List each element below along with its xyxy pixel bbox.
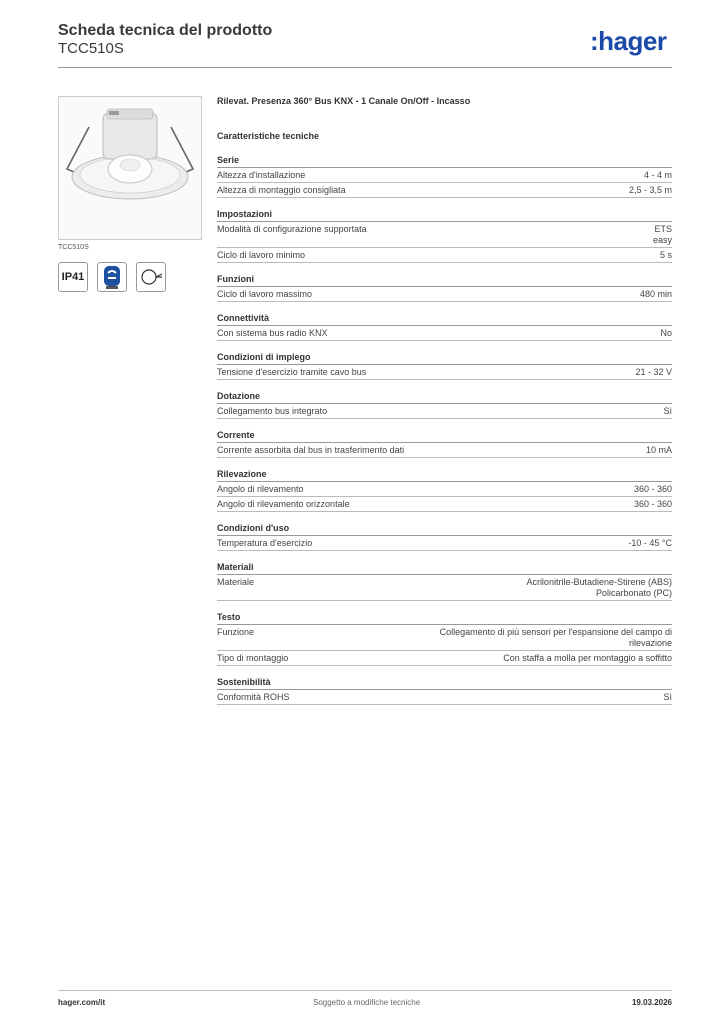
characteristics-title: Caratteristiche tecniche xyxy=(217,131,320,141)
spec-value: 480 min xyxy=(639,289,672,299)
spec-value: 360 - 360 xyxy=(633,499,672,509)
spec-value: 2,5 - 3,5 m xyxy=(628,185,672,195)
section-title: Connettività xyxy=(217,313,672,326)
spec-label: Conformità ROHS xyxy=(217,692,290,702)
spec-label: Tensione d'esercizio tramite cavo bus xyxy=(217,367,367,377)
section-title: Funzioni xyxy=(217,274,672,287)
spec-label: Ciclo di lavoro minimo xyxy=(217,250,306,260)
header-divider xyxy=(58,67,672,68)
spec-value: Sì xyxy=(663,406,672,416)
spec-row xyxy=(217,287,672,302)
easy-config-icon xyxy=(97,262,127,292)
motion-icon-graphic xyxy=(137,263,165,291)
spec-label: Angolo di rilevamento xyxy=(217,484,304,494)
easy-icon-graphic xyxy=(98,263,126,291)
spec-value: 360 - 360 xyxy=(633,484,672,494)
spec-row xyxy=(217,651,672,666)
spec-row xyxy=(217,365,672,380)
spec-label: Funzione xyxy=(217,627,255,637)
section-title: Sostenibilità xyxy=(217,677,672,690)
product-code: TCC510S xyxy=(58,40,124,57)
spec-row xyxy=(217,326,672,341)
image-caption: TCC510S xyxy=(58,244,89,251)
spec-label: Collegamento bus integrato xyxy=(217,406,328,416)
spec-row xyxy=(217,248,672,263)
spec-row xyxy=(217,183,672,198)
product-name: Rilevat. Presenza 360° Bus KNX - 1 Canale On/Off - Incasso xyxy=(217,96,471,106)
logo-text: :hager xyxy=(590,26,667,56)
section-title: Condizioni di impiego xyxy=(217,352,672,365)
section-title: Impostazioni xyxy=(217,209,672,222)
spec-value: Sì xyxy=(663,692,672,702)
spec-row xyxy=(217,222,672,248)
spec-row xyxy=(217,404,672,419)
spec-row xyxy=(217,168,672,183)
motion-detector-icon xyxy=(136,262,166,292)
spec-row xyxy=(217,625,672,651)
spec-row xyxy=(217,482,672,497)
footer-note: Soggetto a modifiche tecniche xyxy=(313,998,421,1007)
spec-value: 4 - 4 m xyxy=(643,170,672,180)
spec-value: Collegamento di più sensori per l'espansione del campo di rilevazione xyxy=(439,627,672,648)
spec-value: ETS easy xyxy=(652,224,672,245)
product-image xyxy=(58,96,202,240)
spec-row xyxy=(217,690,672,705)
ip-rating-badge: IP41 xyxy=(58,262,88,292)
spec-value: Acrilonitrile-Butadiene-Stirene (ABS) Policarbonato (PC) xyxy=(526,577,672,598)
spec-label: Con sistema bus radio KNX xyxy=(217,328,328,338)
spec-label: Corrente assorbita dal bus in trasferimento dati xyxy=(217,445,405,455)
hager-logo xyxy=(590,26,666,57)
spec-content xyxy=(217,96,672,705)
footer-divider xyxy=(58,990,672,991)
spec-row xyxy=(217,536,672,551)
spec-value: -10 - 45 °C xyxy=(628,538,672,548)
footer-date: 19.03.2026 xyxy=(631,998,672,1007)
spec-label: Ciclo di lavoro massimo xyxy=(217,289,313,299)
spec-row xyxy=(217,575,672,601)
spec-label: Altezza di montaggio consigliata xyxy=(217,185,346,195)
spec-value: 5 s xyxy=(659,250,672,260)
section-title: Condizioni d'uso xyxy=(217,523,672,536)
spec-row xyxy=(217,443,672,458)
spec-label: Materiale xyxy=(217,577,255,587)
page-title: Scheda tecnica del prodotto xyxy=(58,22,273,39)
spec-label: Temperatura d'esercizio xyxy=(217,538,313,548)
spec-label: Angolo di rilevamento orizzontale xyxy=(217,499,350,509)
section-title: Serie xyxy=(217,155,672,168)
spec-label: Altezza d'installazione xyxy=(217,170,306,180)
spec-label: Tipo di montaggio xyxy=(217,653,289,663)
spec-value: No xyxy=(660,328,672,338)
section-title: Dotazione xyxy=(217,391,672,404)
section-title: Corrente xyxy=(217,430,672,443)
spec-value: 21 - 32 V xyxy=(635,367,672,377)
section-title: Materiali xyxy=(217,562,672,575)
section-title: Testo xyxy=(217,612,672,625)
spec-row xyxy=(217,497,672,512)
spec-sections xyxy=(217,155,672,705)
footer-website: hager.com/it xyxy=(58,998,106,1007)
spec-label: Modalità di configurazione supportata xyxy=(217,224,367,234)
spec-value: 10 mA xyxy=(645,445,672,455)
section-title: Rilevazione xyxy=(217,469,672,482)
spec-value: Con staffa a molla per montaggio a soffitto xyxy=(503,653,672,663)
sensor-illustration xyxy=(59,97,201,239)
